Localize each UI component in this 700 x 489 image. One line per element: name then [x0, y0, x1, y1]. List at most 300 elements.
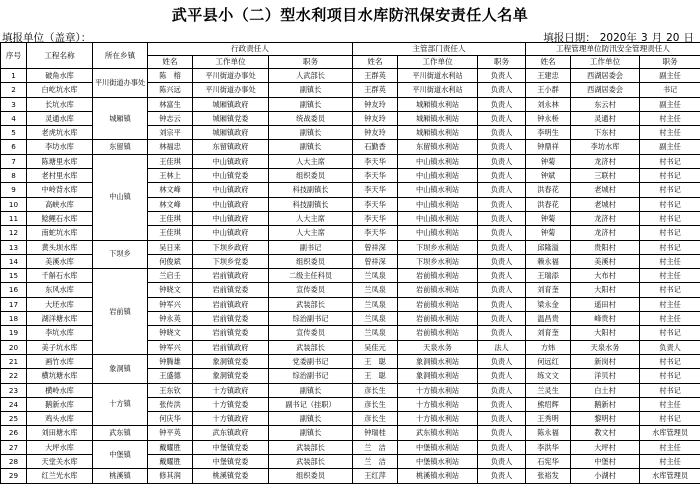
row-admin-name: 兰启壬	[148, 269, 193, 283]
row-project: 老村里水库	[27, 169, 93, 183]
row-dept-position: 负责人	[478, 254, 526, 268]
row-mgmt-position: 村主任	[640, 111, 700, 125]
row-admin-name: 林富生	[148, 97, 193, 111]
header-dept-position: 职务	[478, 56, 526, 69]
date-day-unit: 日	[683, 32, 694, 44]
row-dept-unit: 中山镇水利站	[398, 183, 478, 197]
row-mgmt-name: 熊绍辉	[526, 397, 571, 411]
row-dept-name: 彦长生	[353, 412, 398, 426]
row-dept-unit: 十方镇水利站	[398, 383, 478, 397]
row-seq: 27	[1, 440, 27, 454]
header-admin-name: 姓名	[148, 56, 193, 69]
row-admin-unit: 东留镇政府	[193, 140, 269, 154]
table-row	[1, 354, 700, 368]
row-mgmt-name: 王秀明	[526, 412, 571, 426]
row-admin-name: 钟晓文	[148, 326, 193, 340]
row-dept-position: 负责人	[478, 397, 526, 411]
row-dept-name: 彦长生	[353, 397, 398, 411]
row-admin-position: 组织委员	[269, 169, 353, 183]
row-admin-unit: 岩前镇政府	[193, 297, 269, 311]
row-dept-unit: 中山镇水利站	[398, 197, 478, 211]
table-body	[1, 69, 700, 484]
row-mgmt-position: 副主任	[640, 140, 700, 154]
row-admin-name: 何庆华	[148, 412, 193, 426]
row-admin-name: 钟平英	[148, 426, 193, 440]
row-mgmt-name: 钟斌	[526, 169, 571, 183]
header-dept-unit: 工作单位	[398, 56, 478, 69]
row-admin-unit: 岩前镇政府	[193, 269, 269, 283]
table-row	[1, 240, 700, 254]
row-admin-name: 林文峰	[148, 183, 193, 197]
row-town: 中堡镇	[93, 440, 148, 469]
row-dept-position: 负责人	[478, 83, 526, 97]
row-admin-position: 武装部长	[269, 455, 353, 469]
row-project: 中岭背水库	[27, 183, 93, 197]
row-project: 陈塘里水库	[27, 154, 93, 168]
row-admin-name: 王佳琪	[148, 226, 193, 240]
row-town: 东留镇	[93, 140, 148, 154]
row-dept-name: 王红萍	[353, 469, 398, 483]
row-mgmt-name: 李明生	[526, 126, 571, 140]
row-seq: 12	[1, 226, 27, 240]
row-dept-name: 兰 洁	[353, 455, 398, 469]
row-mgmt-position: 村主任	[640, 440, 700, 454]
row-project: 李坊水库	[27, 140, 93, 154]
row-dept-position: 负责人	[478, 240, 526, 254]
row-seq: 21	[1, 354, 27, 368]
row-project: 灵通水库	[27, 111, 93, 125]
row-seq: 10	[1, 197, 27, 211]
row-project: 美子坑水库	[27, 340, 93, 354]
row-dept-name: 曾祥深	[353, 254, 398, 268]
row-admin-unit: 岩前镇党委	[193, 326, 269, 340]
row-dept-name: 兰凤泉	[353, 326, 398, 340]
date-year: 2020年	[599, 32, 637, 44]
row-admin-position: 副镇长	[269, 383, 353, 397]
row-admin-name: 林文峰	[148, 197, 193, 211]
row-seq: 19	[1, 326, 27, 340]
row-dept-unit: 岩前镇水利站	[398, 297, 478, 311]
row-admin-position: 武装部长	[269, 297, 353, 311]
row-seq: 29	[1, 469, 27, 483]
row-dept-name: 兰凤泉	[353, 297, 398, 311]
row-admin-position: 副镇长	[269, 126, 353, 140]
row-dept-position: 负责人	[478, 412, 526, 426]
row-seq: 1	[1, 69, 27, 83]
row-mgmt-name: 练文文	[526, 369, 571, 383]
row-project: 白屹坑水库	[27, 83, 93, 97]
row-admin-name: 钟腾雄	[148, 354, 193, 368]
row-admin-name: 钟军兴	[148, 340, 193, 354]
row-admin-unit: 下坝乡政府	[193, 240, 269, 254]
row-mgmt-unit: 峰贵村	[571, 312, 640, 326]
row-seq: 3	[1, 97, 27, 111]
row-seq: 4	[1, 111, 27, 125]
row-seq: 8	[1, 169, 27, 183]
row-seq: 2	[1, 83, 27, 97]
row-admin-unit: 中山镇党委	[193, 169, 269, 183]
row-admin-position: 党委副书记	[269, 354, 353, 368]
row-mgmt-name: 钟菊	[526, 154, 571, 168]
row-mgmt-position: 负责人	[640, 340, 700, 354]
row-dept-unit: 下坝乡水利站	[398, 240, 478, 254]
table-row	[1, 440, 700, 454]
row-admin-position: 人大主席	[269, 154, 353, 168]
row-mgmt-name: 王小群	[526, 83, 571, 97]
row-admin-position: 人武部长	[269, 69, 353, 83]
row-dept-name: 李天华	[353, 211, 398, 225]
row-mgmt-position: 副主任	[640, 97, 700, 111]
row-mgmt-position: 村书记	[640, 197, 700, 211]
row-dept-unit: 天泉水务	[398, 340, 478, 354]
row-town: 桃溪镇	[93, 469, 148, 483]
row-mgmt-unit: 遥田村	[571, 297, 640, 311]
row-mgmt-position: 村书记	[640, 226, 700, 240]
row-admin-unit: 中山镇政府	[193, 183, 269, 197]
row-project: 千斛石水库	[27, 269, 93, 283]
header-mgmt-unit: 工作单位	[571, 56, 640, 69]
row-admin-position: 综治副书记	[269, 369, 353, 383]
row-project: 刘田塘水库	[27, 426, 93, 440]
row-mgmt-position: 村书记	[640, 240, 700, 254]
date-month: 3	[640, 32, 648, 44]
row-mgmt-unit: 下东村	[571, 126, 640, 140]
header-mgmt-name: 姓名	[526, 56, 571, 69]
row-mgmt-name: 刘育奎	[526, 326, 571, 340]
row-dept-unit: 十方镇水利站	[398, 397, 478, 411]
row-town: 十方镇	[93, 383, 148, 426]
row-dept-name: 王群英	[353, 83, 398, 97]
row-mgmt-position: 书记	[640, 83, 700, 97]
row-dept-position: 负责人	[478, 111, 526, 125]
row-admin-name: 戴耀胜	[148, 455, 193, 469]
row-mgmt-position: 村书记	[640, 383, 700, 397]
row-mgmt-position: 村书记	[640, 283, 700, 297]
row-project: 黄头坝水库	[27, 240, 93, 254]
row-dept-position: 负责人	[478, 354, 526, 368]
row-mgmt-unit: 天泉水务	[571, 340, 640, 354]
row-dept-position: 负责人	[478, 326, 526, 340]
row-mgmt-unit: 贵阳村	[571, 240, 640, 254]
row-admin-name: 钟晓文	[148, 283, 193, 297]
row-seq: 13	[1, 240, 27, 254]
row-admin-unit: 中山镇政府	[193, 226, 269, 240]
row-mgmt-name: 方炜	[526, 340, 571, 354]
row-town: 中山镇	[93, 154, 148, 240]
row-admin-unit: 中堡镇党委	[193, 440, 269, 454]
row-admin-position: 人大主席	[269, 226, 353, 240]
row-admin-position: 副镇长	[269, 97, 353, 111]
row-seq: 20	[1, 340, 27, 354]
row-project: 红兰光水库	[27, 469, 93, 483]
row-mgmt-unit: 龙济村	[571, 211, 640, 225]
row-admin-position: 组织委员	[269, 469, 353, 483]
row-mgmt-unit: 洋贝村	[571, 369, 640, 383]
row-admin-name: 王林上	[148, 169, 193, 183]
row-admin-position: 人大主席	[269, 211, 353, 225]
row-admin-position: 武装部长	[269, 440, 353, 454]
row-dept-unit: 平川街道水利站	[398, 69, 478, 83]
date-month-unit: 月	[651, 32, 663, 44]
row-seq: 16	[1, 283, 27, 297]
row-dept-position: 负责人	[478, 126, 526, 140]
row-admin-unit: 岩前镇政府	[193, 340, 269, 354]
row-dept-unit: 桃溪镇水利站	[398, 469, 478, 483]
row-town: 下坝乡	[93, 240, 148, 269]
row-dept-name: 钟友玲	[353, 126, 398, 140]
row-admin-unit: 下坝乡党委	[193, 254, 269, 268]
header-mgmt-position: 职务	[640, 56, 700, 69]
row-dept-unit: 城厢镇水利站	[398, 97, 478, 111]
row-dept-unit: 岩前镇水利站	[398, 326, 478, 340]
row-dept-name: 李天华	[353, 197, 398, 211]
row-admin-position: 副镇长	[269, 140, 353, 154]
row-admin-name: 陈 榕	[148, 69, 193, 83]
table-row	[1, 154, 700, 168]
row-dept-position: 负责人	[478, 69, 526, 83]
row-mgmt-name: 钟菊	[526, 211, 571, 225]
row-dept-position: 负责人	[478, 269, 526, 283]
row-dept-position: 负责人	[478, 455, 526, 469]
row-admin-name: 林福忠	[148, 140, 193, 154]
row-mgmt-position: 村书记	[640, 412, 700, 426]
row-dept-position: 负责人	[478, 169, 526, 183]
row-dept-name: 李天华	[353, 226, 398, 240]
row-admin-unit: 桃溪镇党委	[193, 469, 269, 483]
row-mgmt-position: 村主任	[640, 126, 700, 140]
row-mgmt-position: 村主任	[640, 455, 700, 469]
row-admin-name: 陈兴远	[148, 83, 193, 97]
row-dept-name: 李天华	[353, 169, 398, 183]
row-seq: 9	[1, 183, 27, 197]
row-mgmt-unit: 大阳村	[571, 326, 640, 340]
row-dept-unit: 岩前镇水利站	[398, 269, 478, 283]
row-seq: 11	[1, 211, 27, 225]
row-seq: 26	[1, 426, 27, 440]
row-seq: 7	[1, 154, 27, 168]
row-project: 老虎坑水库	[27, 126, 93, 140]
row-mgmt-position: 村主任	[640, 312, 700, 326]
row-admin-unit: 中堡镇党委	[193, 455, 269, 469]
row-dept-name: 彦长生	[353, 383, 398, 397]
row-dept-unit: 下坝乡水利站	[398, 254, 478, 268]
row-admin-unit: 城厢镇党委	[193, 111, 269, 125]
row-admin-name: 王东钦	[148, 383, 193, 397]
row-admin-name: 刘宗平	[148, 126, 193, 140]
row-seq: 25	[1, 412, 27, 426]
table-row	[1, 269, 700, 283]
row-dept-position: 负责人	[478, 369, 526, 383]
row-mgmt-name: 洪春花	[526, 197, 571, 211]
row-mgmt-name: 王建忠	[526, 69, 571, 83]
row-seq: 24	[1, 397, 27, 411]
row-dept-position: 负责人	[478, 383, 526, 397]
row-dept-position: 负责人	[478, 97, 526, 111]
row-dept-unit: 城厢镇水利站	[398, 126, 478, 140]
row-dept-position: 负责人	[478, 297, 526, 311]
row-mgmt-unit: 西湖居委会	[571, 69, 640, 83]
header-project: 工程名称	[27, 43, 93, 69]
row-mgmt-name: 温昌贵	[526, 312, 571, 326]
row-admin-name: 王佳琪	[148, 154, 193, 168]
row-admin-name: 张传洪	[148, 397, 193, 411]
row-dept-unit: 中山镇水利站	[398, 226, 478, 240]
row-admin-position: 副书记（挂职）	[269, 397, 353, 411]
header-admin-position: 职务	[269, 56, 353, 69]
row-mgmt-position: 村书记	[640, 369, 700, 383]
row-admin-name: 王佳琪	[148, 211, 193, 225]
row-dept-position: 负责人	[478, 154, 526, 168]
row-admin-position: 宣传委员	[269, 283, 353, 297]
row-dept-unit: 岩前镇水利站	[398, 283, 478, 297]
row-admin-position: 二级主任科员	[269, 269, 353, 283]
row-mgmt-name: 刘永林	[526, 97, 571, 111]
row-seq: 15	[1, 269, 27, 283]
row-dept-name: 钟瑞桂	[353, 426, 398, 440]
responsibility-table	[0, 42, 700, 484]
row-seq: 28	[1, 455, 27, 469]
row-dept-name: 王群英	[353, 69, 398, 83]
row-dept-name: 李天华	[353, 154, 398, 168]
row-admin-name: 钟志云	[148, 111, 193, 125]
row-dept-unit: 象洞镇水利站	[398, 354, 478, 368]
row-admin-position: 综治副书记	[269, 312, 353, 326]
row-mgmt-unit: 灵通村	[571, 111, 640, 125]
row-admin-unit: 十方镇政府	[193, 383, 269, 397]
row-mgmt-name: 何远红	[526, 354, 571, 368]
row-admin-name: 何俊斌	[148, 254, 193, 268]
row-dept-name: 钟友玲	[353, 111, 398, 125]
row-admin-unit: 岩前镇党委	[193, 312, 269, 326]
row-mgmt-unit: 龙济村	[571, 154, 640, 168]
row-dept-position: 负责人	[478, 440, 526, 454]
row-admin-name: 钟军兴	[148, 297, 193, 311]
table-row	[1, 140, 700, 154]
row-admin-name: 王盛德	[148, 369, 193, 383]
row-dept-unit: 中堡镇水利站	[398, 440, 478, 454]
row-seq: 18	[1, 312, 27, 326]
row-project: 长坑水库	[27, 97, 93, 111]
row-dept-position: 负责人	[478, 312, 526, 326]
row-project: 大坯水库	[27, 297, 93, 311]
row-mgmt-name: 刘育奎	[526, 283, 571, 297]
row-mgmt-position: 水库管理员	[640, 426, 700, 440]
row-admin-unit: 象洞镇党委	[193, 369, 269, 383]
header-seq: 序号	[1, 43, 27, 69]
row-mgmt-position: 村书记	[640, 211, 700, 225]
table-row	[1, 69, 700, 83]
row-mgmt-name: 钟菊	[526, 226, 571, 240]
row-admin-position: 科技副镇长	[269, 183, 353, 197]
row-mgmt-name: 李洪华	[526, 440, 571, 454]
row-project: 美溪水库	[27, 254, 93, 268]
row-admin-unit: 象洞镇党委	[193, 354, 269, 368]
page-title: 武平县小（二）型水利项目水库防汛保安责任人名单	[171, 6, 529, 24]
row-dept-position: 负责人	[478, 140, 526, 154]
row-town: 象洞镇	[93, 354, 148, 383]
row-admin-position: 组织委员	[269, 254, 353, 268]
row-admin-name: 戴耀胜	[148, 440, 193, 454]
table-row	[1, 97, 700, 111]
row-mgmt-unit: 老城村	[571, 197, 640, 211]
row-admin-unit: 中山镇政府	[193, 154, 269, 168]
row-mgmt-unit: 鹅新村	[571, 397, 640, 411]
row-dept-name: 兰凤泉	[353, 312, 398, 326]
row-mgmt-position: 村主任	[640, 254, 700, 268]
row-dept-name: 王 聪	[353, 369, 398, 383]
row-mgmt-position: 水库管理员	[640, 469, 700, 483]
row-dept-unit: 中山镇水利站	[398, 154, 478, 168]
row-mgmt-name: 王瑞添	[526, 269, 571, 283]
row-dept-unit: 武东镇水利站	[398, 426, 478, 440]
row-dept-position: 负责人	[478, 426, 526, 440]
row-admin-position: 科技副镇长	[269, 197, 353, 211]
row-admin-unit: 中山镇政府	[193, 211, 269, 225]
header-mgmt-group: 工程管理单位防汛安全管理责任人	[526, 43, 700, 56]
row-admin-position: 武装部长	[269, 340, 353, 354]
row-dept-position: 负责人	[478, 197, 526, 211]
row-mgmt-position: 村书记	[640, 326, 700, 340]
row-dept-position: 负责人	[478, 211, 526, 225]
date-label: 填报日期：	[543, 32, 596, 44]
row-project: 横坑塘水库	[27, 369, 93, 383]
row-admin-unit: 岩前镇党委	[193, 283, 269, 297]
row-mgmt-name: 梁永金	[526, 297, 571, 311]
row-town: 岩前镇	[93, 269, 148, 355]
row-mgmt-unit: 老城村	[571, 183, 640, 197]
row-project: 天堂关水库	[27, 455, 93, 469]
row-dept-unit: 东留镇水利站	[398, 140, 478, 154]
row-mgmt-name: 赖永福	[526, 254, 571, 268]
row-mgmt-position: 村主任	[640, 397, 700, 411]
row-dept-position: 负责人	[478, 226, 526, 240]
row-mgmt-unit: 小湖村	[571, 469, 640, 483]
row-mgmt-position: 村书记	[640, 183, 700, 197]
row-dept-position: 负责人	[478, 469, 526, 483]
row-mgmt-unit: 白土村	[571, 383, 640, 397]
row-mgmt-unit: 新岗村	[571, 354, 640, 368]
row-project: 李坑水库	[27, 326, 93, 340]
row-mgmt-unit: 大阳村	[571, 283, 640, 297]
row-project: 横岭水库	[27, 383, 93, 397]
row-mgmt-unit: 三联村	[571, 169, 640, 183]
row-mgmt-unit: 教文村	[571, 426, 640, 440]
row-project: 破角水库	[27, 69, 93, 83]
row-seq: 6	[1, 140, 27, 154]
row-mgmt-position: 村书记	[640, 354, 700, 368]
row-mgmt-name: 邱隆溢	[526, 240, 571, 254]
row-admin-name: 吴日来	[148, 240, 193, 254]
row-mgmt-unit: 龙济村	[571, 226, 640, 240]
table-row	[1, 383, 700, 397]
row-mgmt-name: 钟永桥	[526, 111, 571, 125]
row-admin-unit: 武东镇政府	[193, 426, 269, 440]
row-dept-unit: 平川街道水利站	[398, 83, 478, 97]
row-dept-name: 石勤香	[353, 140, 398, 154]
row-dept-name: 兰 洁	[353, 440, 398, 454]
row-seq: 22	[1, 369, 27, 383]
row-town: 城厢镇	[93, 97, 148, 140]
header-dept-group: 主管部门责任人	[353, 43, 526, 56]
row-town: 平川街道办事处	[93, 69, 148, 98]
row-project: 大坪水库	[27, 440, 93, 454]
row-admin-unit: 十方镇党委	[193, 397, 269, 411]
row-admin-position: 副镇长	[269, 83, 353, 97]
row-mgmt-name: 陈永福	[526, 426, 571, 440]
row-dept-unit: 象洞镇水利站	[398, 369, 478, 383]
row-seq: 23	[1, 383, 27, 397]
row-mgmt-unit: 中堡村	[571, 455, 640, 469]
